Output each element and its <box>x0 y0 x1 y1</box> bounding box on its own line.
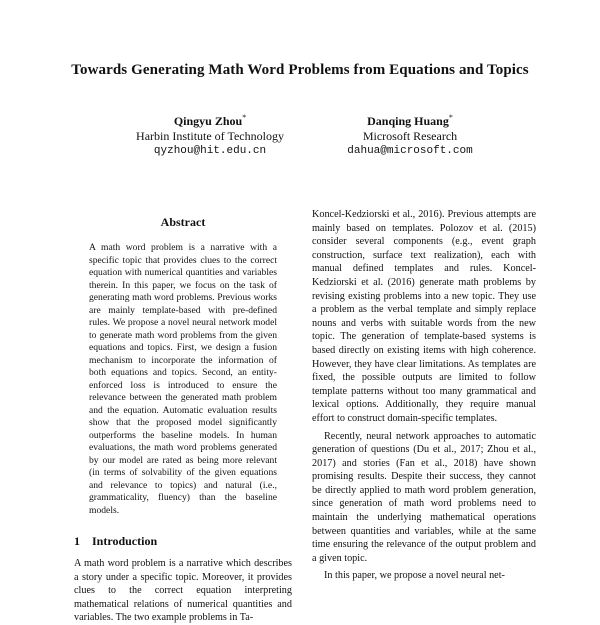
section-heading-introduction <box>74 534 292 549</box>
author-name <box>300 110 520 129</box>
section-number: 1 <box>74 534 80 548</box>
introduction-paragraph: A math word problem is a narrative which describes a story under a specific topic. Moreover, it provides clues to the correct equation interpreting mathematical relations of numerical quantities and variables. The two example problems in Ta- <box>74 558 292 624</box>
author-name-text: Danqing Huang <box>367 114 449 128</box>
author-name <box>95 110 325 129</box>
section-title: Introduction <box>92 534 158 548</box>
body-paragraph-3: In this paper, we propose a novel neural net- <box>324 570 505 582</box>
author-email: qyzhou@hit.edu.cn <box>153 145 267 157</box>
paper-title: Towards Generating Math Word Problems from Equations and Topics <box>71 62 529 78</box>
author-mark: * <box>242 113 247 122</box>
abstract-text: A math word problem is a narrative with a specific topic that provides clues to the correct equation with numerical quantities and variables therein. In this paper, we focus on the task of generating math word problems. Previous works are mainly template-based with pre-defined rules. We propose a novel neural network model to generate math word problems from the given equations and topics. First, we design a fusion mechanism to incorporate the information of both equations and topics. Second, an entity-enforced loss is introduced to ensure the relevance between the generated math problem and the equation. Automatic evaluation results show that the proposed model significantly outperforms the baseline models. In human evaluations, the math word problems generated by our model are rated as being more relevant (in terms of solvability of the given equations and relevance to topics) and natural (i.e., grammaticality, fluency) than the baseline models. <box>89 242 277 516</box>
author-block-1 <box>95 110 325 159</box>
body-paragraph-2: Recently, neural network approaches to automatic generation of questions (Du et al., 2017; Zhou et al., 2017) and stories (Fan et al., 2018) have shown promising results. Despite their success, they cannot be directly applied to math word problem generation, since generation of math word problems need to maintain the underlying mathematical operations between quantities and variables, while at the same time ensuring the relevance of the output problem and a given topic. <box>312 430 536 564</box>
left-column <box>74 215 292 625</box>
author-affiliation: Harbin Institute of Technology <box>136 129 284 143</box>
author-email: dahua@microsoft.com <box>347 145 473 157</box>
body-paragraph-1: Koncel-Kedziorski et al., 2016). Previous attempts are mainly based on templates. Polozov et al. (2015) consider several components (e.g., event graph construction, surface text realization), each with manual defined templates and rules. Koncel-Kedziorski et al. (2016) generate math problems by revising existing problems into a new topic. They use a problem as the verbal template and simply replace nouns and verbs with suitable words from the new topic. The generation of template-based systems is based directly on existing items with high coherence. However, they have clear limitations. As templates are fixed, the possible outputs are limited to follow template patterns without too many grammatical and lexical options. Additionally, they require manual effort to construct domain-specific templates. <box>312 209 536 424</box>
author-mark: * <box>448 113 453 122</box>
right-column <box>312 208 536 583</box>
author-block-2 <box>300 110 520 159</box>
author-name-text: Qingyu Zhou <box>173 114 243 128</box>
author-affiliation: Microsoft Research <box>362 129 458 143</box>
abstract-heading: Abstract <box>160 215 206 229</box>
